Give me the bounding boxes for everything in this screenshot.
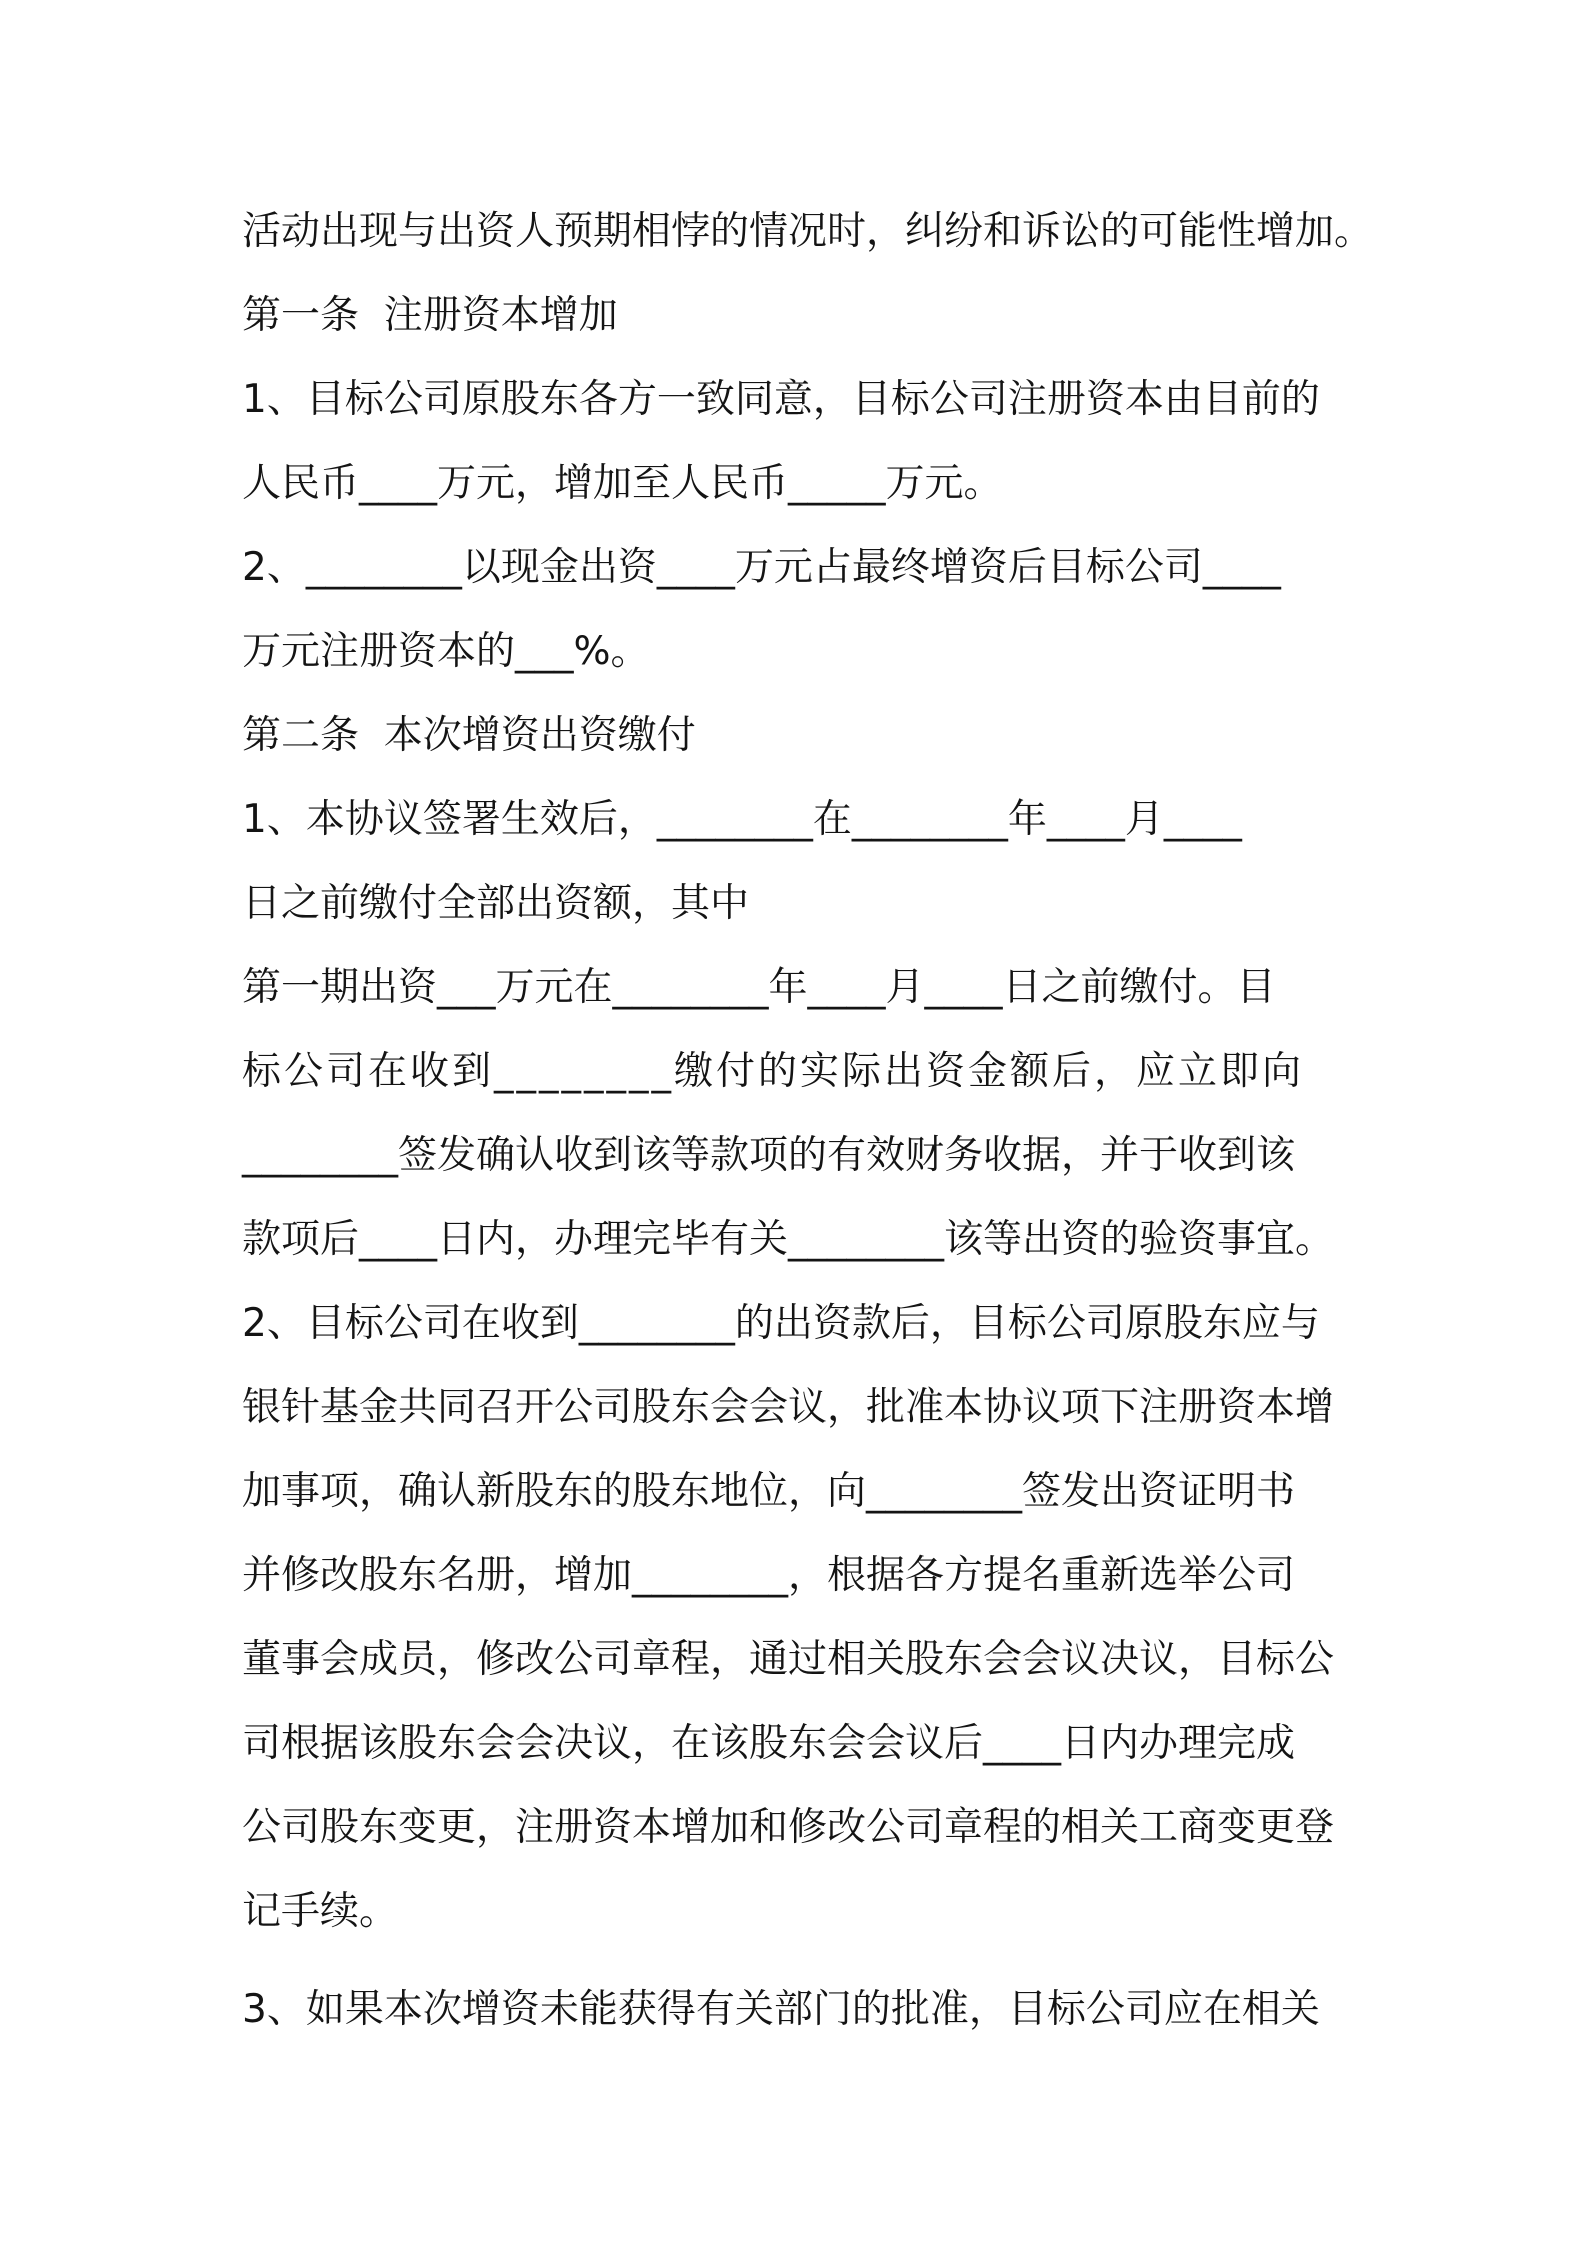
text-line: 款项后____日内，办理完毕有关________该等出资的验资事宜。: [242, 1217, 1335, 1262]
text-line: 2、________以现金出资____万元占最终增资后目标公司____: [242, 545, 1281, 590]
text-line: 万元注册资本的___%。: [242, 629, 650, 674]
text-line: 3、如果本次增资未能获得有关部门的批准，目标公司应在相关: [242, 1987, 1320, 2032]
text-line: 并修改股东名册，增加________，根据各方提名重新选举公司: [242, 1553, 1296, 1598]
text-line: 加事项，确认新股东的股东地位，向________签发出资证明书: [242, 1469, 1296, 1514]
text-line: 1、本协议签署生效后，________在________年____月____: [242, 797, 1242, 842]
text-line: 1、目标公司原股东各方一致同意，目标公司注册资本由目前的: [242, 377, 1320, 422]
text-line: 司根据该股东会会决议，在该股东会会议后____日内办理完成: [242, 1721, 1296, 1766]
text-line: 日之前缴付全部出资额，其中: [242, 881, 750, 926]
text-line: 公司股东变更，注册资本增加和修改公司章程的相关工商变更登: [242, 1805, 1335, 1850]
text-line: 人民币____万元，增加至人民币_____万元。: [242, 461, 1003, 506]
text-line: 银针基金共同召开公司股东会会议，批准本协议项下注册资本增: [242, 1385, 1335, 1430]
text-line: 活动出现与出资人预期相悖的情况时，纠纷和诉讼的可能性增加。: [242, 209, 1374, 254]
paragraph-gap: [242, 1954, 1367, 1968]
text-line: 记手续。: [242, 1889, 399, 1934]
text-line: ________签发确认收到该等款项的有效财务收据，并于收到该: [242, 1133, 1296, 1178]
text-line: 第一期出资___万元在________年____月____日之前缴付。目: [242, 965, 1276, 1010]
text-line: 2、目标公司在收到________的出资款后，目标公司原股东应与: [242, 1301, 1320, 1346]
article-heading: 第一条 注册资本增加: [242, 293, 618, 338]
article-heading: 第二条 本次增资出资缴付: [242, 713, 696, 758]
document-body: [242, 190, 1374, 2052]
text-line: 董事会成员，修改公司章程，通过相关股东会会议决议，目标公: [242, 1637, 1335, 1682]
text-line: 标公司在收到________缴付的实际出资金额后，应立即向: [242, 1049, 1305, 1094]
